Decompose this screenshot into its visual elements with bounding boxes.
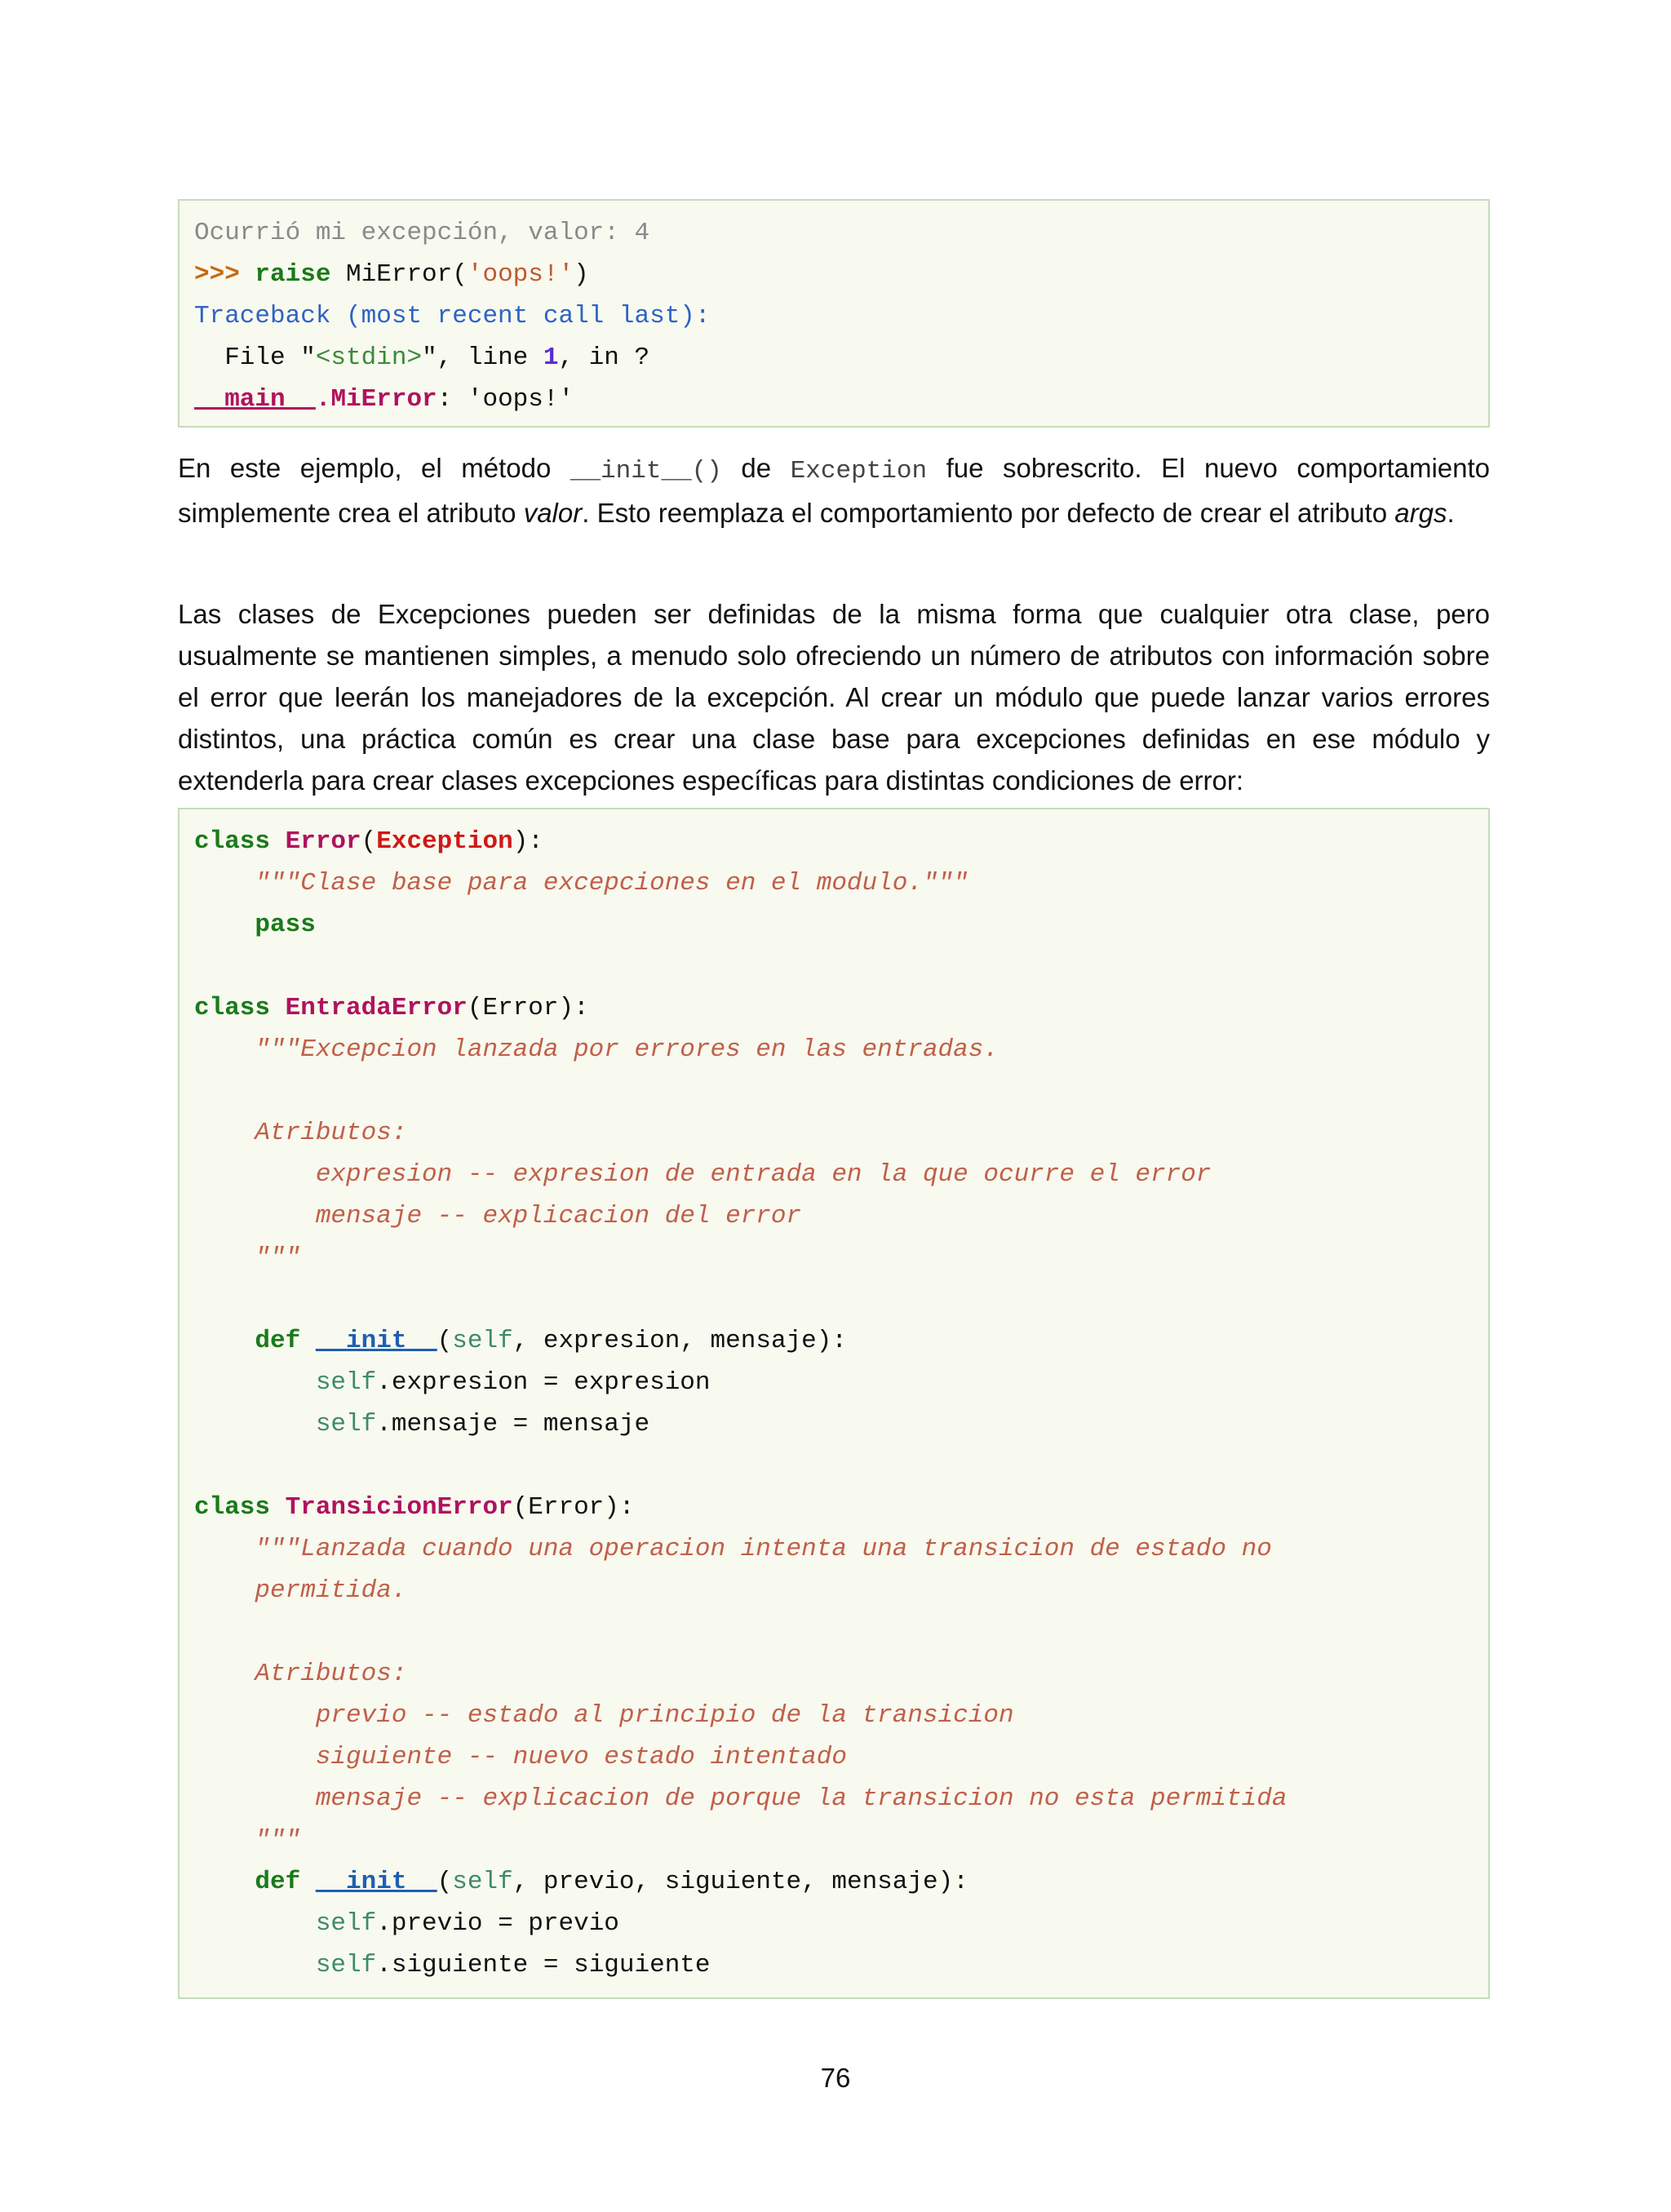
- code-line: >>> raise MiError('oops!'): [194, 260, 589, 289]
- code-line: Ocurrió mi excepción, valor: 4: [194, 219, 650, 247]
- code-line: self.mensaje = mensaje: [315, 1410, 650, 1438]
- code-line: self.expresion = expresion: [315, 1368, 711, 1397]
- paragraph: En este ejemplo, el método __init__() de Exception fue sobrescrito. El nuevo comportamiento simplemente crea el atributo valor. Esto reemplaza el comportamiento por defecto de crear el atributo args.: [178, 453, 1491, 528]
- code-line: Atributos:: [194, 1119, 407, 1147]
- code-line: mensaje -- explicacion de porque la transicion no esta permitida: [194, 1784, 1288, 1813]
- code-line: class EntradaError(Error):: [194, 994, 589, 1022]
- code-line-blank: [194, 1611, 1488, 1653]
- code-line: """Excepcion lanzada por errores en las entradas.: [194, 1035, 999, 1064]
- code-line: self.previo = previo: [315, 1909, 619, 1938]
- code-line: class TransicionError(Error):: [194, 1493, 635, 1522]
- code-line: pass: [255, 911, 316, 939]
- code-line: """Clase base para excepciones en el modulo.""": [194, 869, 968, 898]
- code-block-traceback: [178, 199, 1490, 428]
- code-line: self.siguiente = siguiente: [315, 1951, 711, 1979]
- code-line: File "<stdin>", line 1, in ?: [194, 344, 650, 372]
- code-line: class Error(Exception):: [194, 827, 543, 856]
- code-line: permitida.: [194, 1576, 407, 1605]
- code-line: previo -- estado al principio de la transicion: [194, 1701, 1014, 1730]
- page-number: 76: [820, 2063, 851, 2093]
- code-block-exception-classes: [178, 808, 1490, 1999]
- code-line: Traceback (most recent call last):: [194, 302, 711, 330]
- code-line: mensaje -- explicacion del error: [194, 1202, 802, 1230]
- code-line: """: [194, 1243, 301, 1272]
- code-line: """: [194, 1826, 301, 1855]
- code-line-blank: [194, 946, 1488, 987]
- code-line-blank: [194, 1445, 1488, 1487]
- code-line: Atributos:: [194, 1660, 407, 1688]
- code-line: """Lanzada cuando una operacion intenta una transicion de estado no: [194, 1535, 1272, 1563]
- code-line: expresion -- expresion de entrada en la que ocurre el error: [194, 1160, 1212, 1189]
- code-line: def __init__(self, previo, siguiente, mensaje):: [255, 1868, 968, 1896]
- paragraph: Las clases de Excepciones pueden ser definidas de la misma forma que cualquier otra clase, pero usualmente se mantienen simples, a menudo solo ofreciendo un número de atributos con información sobre el error que leerán los manejadores de la excepción. Al crear un módulo que puede lanzar varios errores distintos, una práctica común es crear una clase base para excepciones definidas en ese módulo y extenderla para crear clases excepciones específicas para distintas condiciones de error:: [178, 599, 1490, 796]
- code-line-blank: [194, 1279, 1488, 1320]
- code-line-blank: [194, 1071, 1488, 1112]
- code-line: siguiente -- nuevo estado intentado: [194, 1743, 847, 1771]
- code-line: def __init__(self, expresion, mensaje):: [255, 1327, 847, 1355]
- code-line: __main__.MiError: 'oops!': [194, 385, 574, 414]
